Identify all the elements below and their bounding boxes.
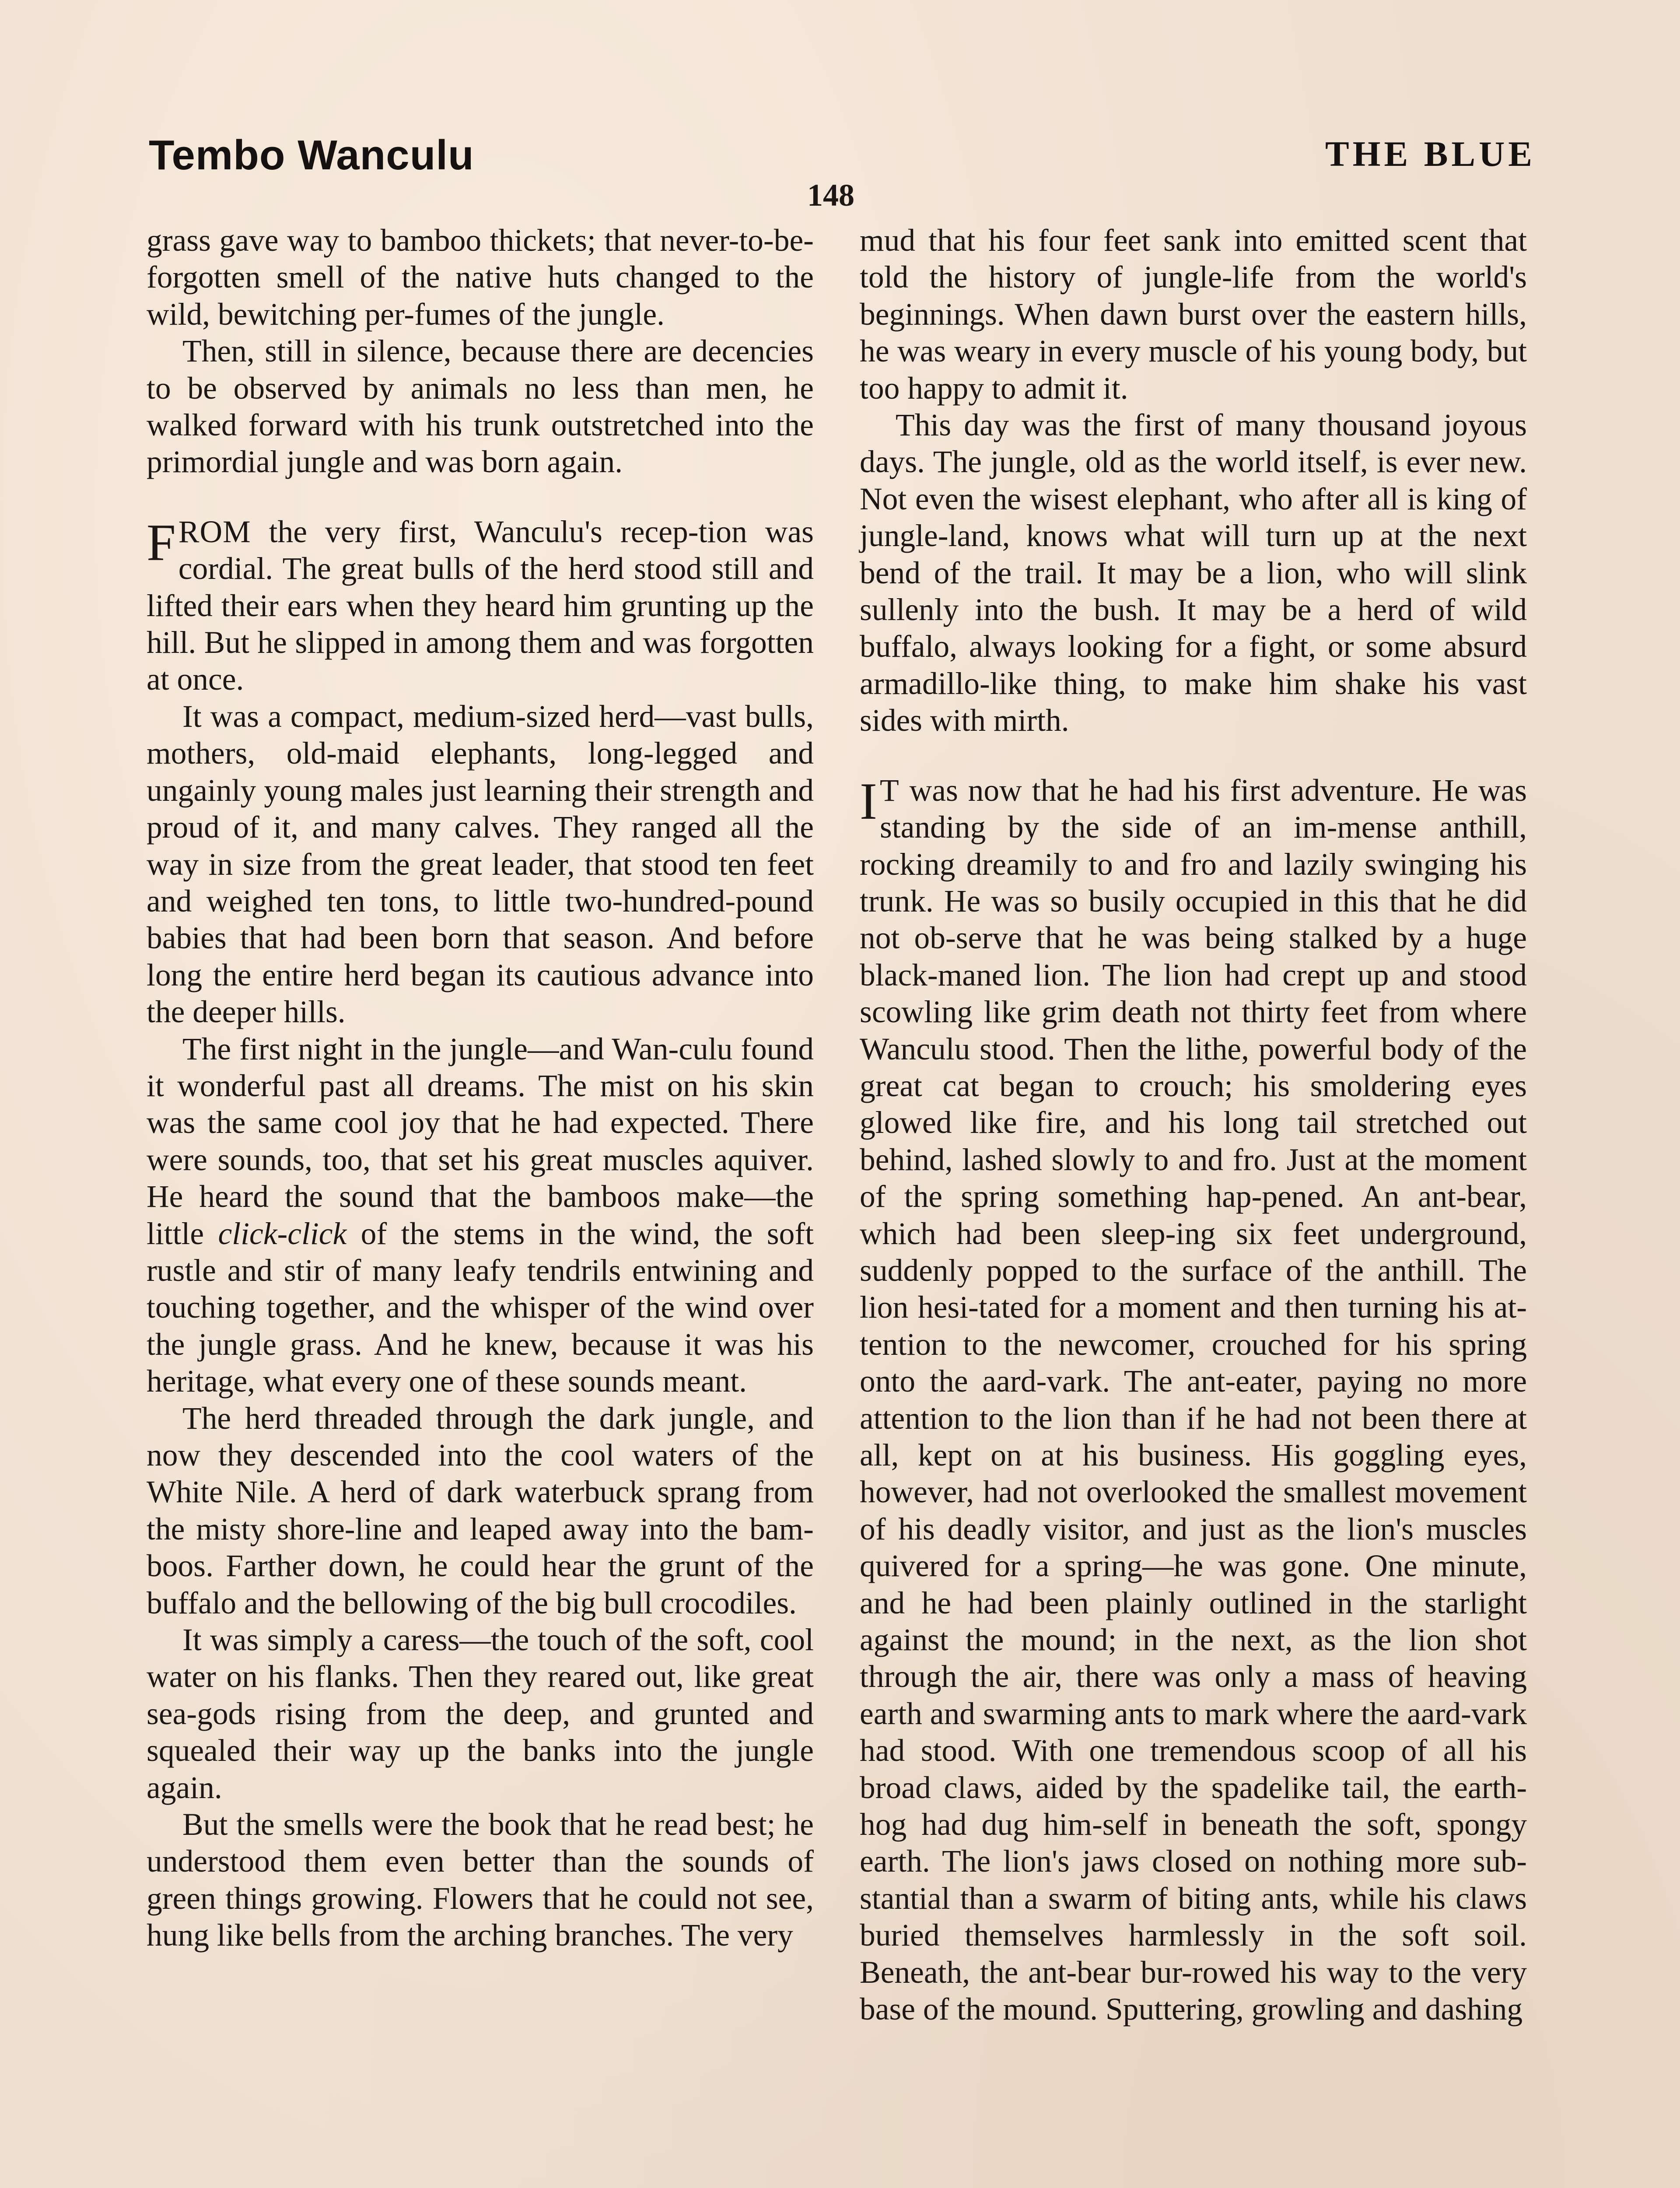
drop-cap: F	[147, 513, 176, 572]
lead-in: ROM	[178, 514, 251, 549]
paragraph: It was a compact, medium-sized herd—vast bulls, mothers, old-maid elephants, long-legged and ungainly young males just learning their strength and proud of it, and many calves. They ranged all the way in size from the great leader, that stood ten feet and weighed ten tons, to little two-hundred-pound babies that had been born that season. And before long the entire herd began its cautious advance into the deeper hills.	[147, 699, 814, 1030]
drop-cap: I	[860, 771, 877, 830]
paragraph-text: of the stems in the wind, the soft rustle and stir of many leafy tendrils entwining and touching together, and the whisper of the wind over the jungle grass. And he knew, because it was his heritage, what every one of these sounds meant.	[147, 1216, 814, 1399]
story-title: Tembo Wanculu	[149, 132, 474, 179]
paragraph	[147, 1031, 814, 1400]
paragraph: This day was the first of many thousand joyous days. The jungle, old as the world itself, is ever new. Not even the wisest elephant, who after all is king of jungle-land, knows what will turn up at the next bend of the trail. It may be a lion, who will slink sullenly into the bush. It may be a herd of wild buffalo, always looking for a fight, or some absurd armadillo-like thing, to make him shake his vast sides with mirth.	[860, 408, 1527, 738]
lead-in: T	[879, 773, 900, 808]
right-column	[860, 222, 1527, 2028]
paragraph: It was simply a caress—the touch of the soft, cool water on his flanks. Then they reared out, like great sea-gods rising from the deep, and grunted and squealed their way up the banks into the jungle again.	[147, 1623, 814, 1805]
section-paragraph	[147, 514, 814, 698]
magazine-title: THE BLUE	[1325, 134, 1536, 174]
section-paragraph	[860, 772, 1527, 2028]
paragraph-text: the very first, Wanculu's recep-tion was cordial. The great bulls of the herd stood still and lifted their ears when they heard him grunting up the hill. But he slipped in among them and was forgotten at once.	[147, 514, 814, 697]
paragraph: mud that his four feet sank into emitted scent that told the history of jungle-life from the world's beginnings. When dawn burst over the eastern hills, he was weary in every muscle of his young body, but too happy to admit it.	[860, 223, 1527, 406]
paragraph: But the smells were the book that he read best; he understood them even better than the sounds of green things growing. Flowers that he could not see, hung like bells from the arching branches. The very	[147, 1807, 814, 1953]
paragraph: The herd threaded through the dark jungle, and now they descended into the cool waters of the White Nile. A herd of dark waterbuck sprang from the misty shore-line and leaped away into the bam-boos. Farther down, he could hear the grunt of the buffalo and the bellowing of the big bull crocodiles.	[147, 1401, 814, 1620]
paragraph-text: was now that he had his first adventure. He was standing by the side of an im-mense anthill, rocking dreamily to and fro and lazily swinging his trunk. He was so busily occupied in this that he did not ob-serve that he was being stalked by a huge black-maned lion. The lion had crept up and stood scowling like grim death not thirty feet from where Wanculu stood. Then the lithe, powerful body of the great cat began to crouch; his smoldering eyes glowed like fire, and his long tail stretched out behind, lashed slowly to and fro. Just at the moment of the spring something hap-pened. An ant-bear, which had been sleep-ing six feet underground, suddenly popped to the surface of the anthill. The lion hesi-tated for a moment and then turning his at-tention to the newcomer, crouched for his spring onto the aard-vark. The ant-eater, paying no more attention to the lion than if he had not been there at all, kept on at his business. His goggling eyes, however, had not overlooked the smallest movement of his deadly visitor, and just as the lion's muscles quivered for a spring—he was gone. One minute, and he had been plainly outlined in the starlight against the mound; in the next, as the lion shot through the air, there was only a mass of heaving earth and swarming ants to mark where the aard-vark had stood. With one tremendous scoop of all his broad claws, aided by the spadelike tail, the earth-hog had dug him-self in beneath the soft, spongy earth. The lion's jaws closed on nothing more sub-stantial than a swarm of biting ants, while his claws buried themselves harmlessly in the soft soil. Beneath, the ant-bear bur-rowed his way to the very base of the mound. Sputtering, growling and dashing	[860, 773, 1527, 2027]
paragraph: grass gave way to bamboo thickets; that never-to-be-forgotten smell of the native huts changed to the wild, bewitching per-fumes of the jungle.	[147, 223, 814, 332]
paragraph-text: The first night in the jungle—and Wan-culu found it wonderful past all dreams. The mist on his skin was the same cool joy that he had expected. There were sounds, too, that set his great muscles aquiver. He heard the sound that the bamboos make—the little	[147, 1031, 814, 1251]
italic-text: click-click	[218, 1216, 347, 1251]
left-column	[147, 222, 814, 1954]
paragraph: Then, still in silence, because there are decencies to be observed by animals no less than men, he walked forward with his trunk outstretched into the primordial jungle and was born again.	[147, 334, 814, 480]
page-number: 148	[807, 178, 854, 213]
